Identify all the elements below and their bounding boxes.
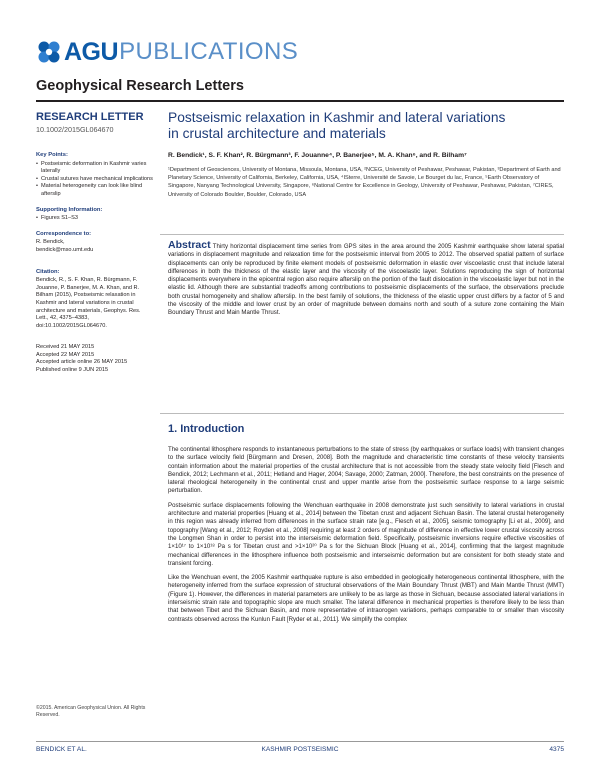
- logo-publications-text: PUBLICATIONS: [119, 38, 299, 65]
- abstract: [168, 241, 564, 318]
- key-point: • Postseismic deformation in Kashmir varies laterally: [36, 161, 154, 176]
- agu-globe-icon: [36, 39, 62, 65]
- affiliations: ¹Department of Geosciences, University of Montana, Missoula, Montana, USA, ²NCEG, University of Peshawar, Peshawar, Pakistan, ³Department of Earth and Planetary Science, University of California, Berkeley, California, USA, ⁴ISterre, Université de Savoie, Le Bourget du lac, France, ⁵Earth Observatory of Singapore, Nanyang Technological University, Singapore, ⁶National Centre for Excellence in Geology, University of Peshawar, Peshawar, Pakistan, ⁷CIRES, University of Colorado Boulder, Boulder, Colorado, USA: [168, 167, 561, 198]
- correspondence-email[interactable]: bendick@mso.umt.edu: [36, 246, 94, 253]
- citation-heading: Citation:: [36, 268, 60, 275]
- supporting-info-list: [36, 215, 154, 223]
- abstract-label: Abstract: [168, 239, 211, 251]
- correspondence-heading: Correspondence to:: [36, 230, 92, 237]
- footer-rule: [36, 741, 564, 742]
- footer-page-number: 4375: [549, 746, 564, 753]
- article-dates: [36, 344, 154, 374]
- author-list: R. Bendick¹, S. F. Khan², R. Bürgmann³, F. Jouanne⁴, P. Banerjee⁵, M. A. Khan⁶, and R. Bilham⁷: [168, 152, 467, 159]
- copyright-notice: ©2015. American Geophysical Union. All Rights Reserved.: [36, 705, 146, 718]
- footer-authors: BENDICK ET AL.: [36, 746, 87, 753]
- supporting-info-heading: Supporting Information:: [36, 206, 103, 213]
- body-paragraph: Like the Wenchuan event, the 2005 Kashmir earthquake rupture is also embedded in geologically heterogeneous continental lithosphere, with the heterogeneity inferred from the surface expression of structural observations of the Main Boundary Thrust (MBT) and Main Mantle Thrust (MMT) (Figure 1). However, the differences in material parameters are unlikely to be as large as those in Sichuan, because associated lateral variations in interseismic strain rate and topographic slope are much smaller. The lateral difference in mechanical properties is therefore likely to be less than that between Tibet and the Sichuan Basin, and more representative of intraorogen variations, perhaps comparable to or smaller than viscosity contrasts observed across the Kunlun Fault [Ryder et al., 2011]. We simplify the complex: [168, 574, 564, 623]
- article-title: [168, 110, 564, 142]
- title-line-2: in crustal architecture and materials: [168, 126, 386, 141]
- agu-publications-logo: [36, 38, 298, 66]
- date-published: Published online 9 JUN 2015: [36, 367, 109, 374]
- key-points-list: [36, 161, 154, 199]
- article-type: RESEARCH LETTER: [36, 111, 144, 123]
- title-line-1: Postseismic relaxation in Kashmir and lateral variations: [168, 110, 506, 125]
- journal-rule: [36, 100, 564, 102]
- date-accepted-online: Accepted article online 26 MAY 2015: [36, 359, 128, 366]
- section-body: [168, 446, 564, 624]
- citation-text: Bendick, R., S. F. Khan, R. Bürgmann, F. Jouanne, P. Banerjee, M. A. Khan, and R. Bilham (2015), Postseismic relaxation in Kashmir and lateral variations in crustal architecture and materials, Geophys. Res. Lett., 42, 4375–4383, doi:10.1002/2015GL064670.: [36, 277, 141, 329]
- abstract-top-rule: [160, 234, 564, 235]
- date-received: Received 21 MAY 2015: [36, 344, 95, 351]
- supporting-info-item[interactable]: • Figures S1–S3: [36, 215, 154, 223]
- article-doi[interactable]: 10.1002/2015GL064670: [36, 125, 114, 134]
- body-paragraph: The continental lithosphere responds to instantaneous perturbations to the state of stress (by earthquakes or surface loads) with transient changes to the surface velocity field [Bürgmann and Dresen, 2008]. Both the magnitude and characteristic time constants of these velocity transients contain information about the material properties of the crustal architecture that is not accessible from the steady state velocity field [Flesch and Bendick, 2012; Lechmann et al., 2011; Hetland and Hager, 2004; Savage, 2000; Zatman, 2000]. Therefore, the best constraints on the presence of lateral rheological heterogeneity in the continental crust and upper mantle arise from the postseismic surface response to a large seismic perturbation.: [168, 446, 564, 495]
- introduction-section: [168, 422, 564, 630]
- section-title: 1. Introduction: [168, 423, 245, 435]
- body-paragraph: Postseismic surface displacements following the Wenchuan earthquake in 2008 demonstrate just such sensitivity to lateral variations in crustal architecture and material properties [Huang et al., 2014] between the Tibetan crust and adjacent Sichuan Basin. The lateral crustal heterogeneity in this region was already inferred from differences in the surface strain rate [e.g., Flesch et al., 2005], seismic tomography [Li et al., 2009], and topography [Wang et al., 2012; Royden et al., 2008] requiring at least 2 orders of magnitude of difference in effective lower crustal viscosity across the Longmen Shan in order to persist into the interseismic deformation field. Specifically, postseismic inversions require effective viscosities of 1×10¹⁷ to 1×10¹⁸ Pa s for Tibetan crust and >1×10²⁰ Pa s for the Sichuan Block [Huang et al., 2014], confirming that the largest magnitude mechanical differences in the lithosphere influence both postseismic and interseismic deformation but are consistent for both steady state and transient forcing.: [168, 501, 564, 567]
- date-accepted: Accepted 22 MAY 2015: [36, 351, 95, 358]
- logo-agu-text: AGU: [64, 38, 119, 66]
- abstract-bottom-rule: [160, 413, 564, 414]
- key-points-heading: Key Points:: [36, 152, 68, 158]
- journal-name: Geophysical Research Letters: [36, 78, 244, 94]
- key-point: • Material heterogeneity can look like blind afterslip: [36, 183, 154, 198]
- key-point: • Crustal sutures have mechanical implications: [36, 176, 154, 184]
- abstract-text: Thirty horizontal displacement time series from GPS sites in the area around the 2005 Kashmir earthquake show lateral spatial variations in displacement magnitude and relaxation time for the postseismic interval from 2005 to 2012. The observed spatial pattern of surface displacements can only be reproduced by finite element models of postseismic deformation in elastic over viscoelastic crust that include lateral differences in both the thickness of the elastic layer and the viscosity of the viscoelastic layer. Solutions reproducing the sign of horizontal displacements everywhere in the epicentral region also require afterslip on the portion of the fault dislocation in the viscoelastic layer but not in the elastic lid. Although there are substantial tradeoffs among contributions to postseismic displacements of the surface, the observations preclude both crustal homogeneity and shallow afterslip. In the best family of solutions, the thickness of the elastic upper crust differs by a factor of 5 and the viscosity of the middle and lower crust by an order of magnitude between domains north and south of a suture zone containing the Main Boundary Thrust and Main Mantle Thrust.: [168, 243, 564, 317]
- article-sidebar: [36, 110, 154, 375]
- footer-running-title: KASHMIR POSTSEISMIC: [261, 746, 339, 753]
- correspondence-name: R. Bendick,: [36, 239, 65, 246]
- article-header: [168, 110, 564, 199]
